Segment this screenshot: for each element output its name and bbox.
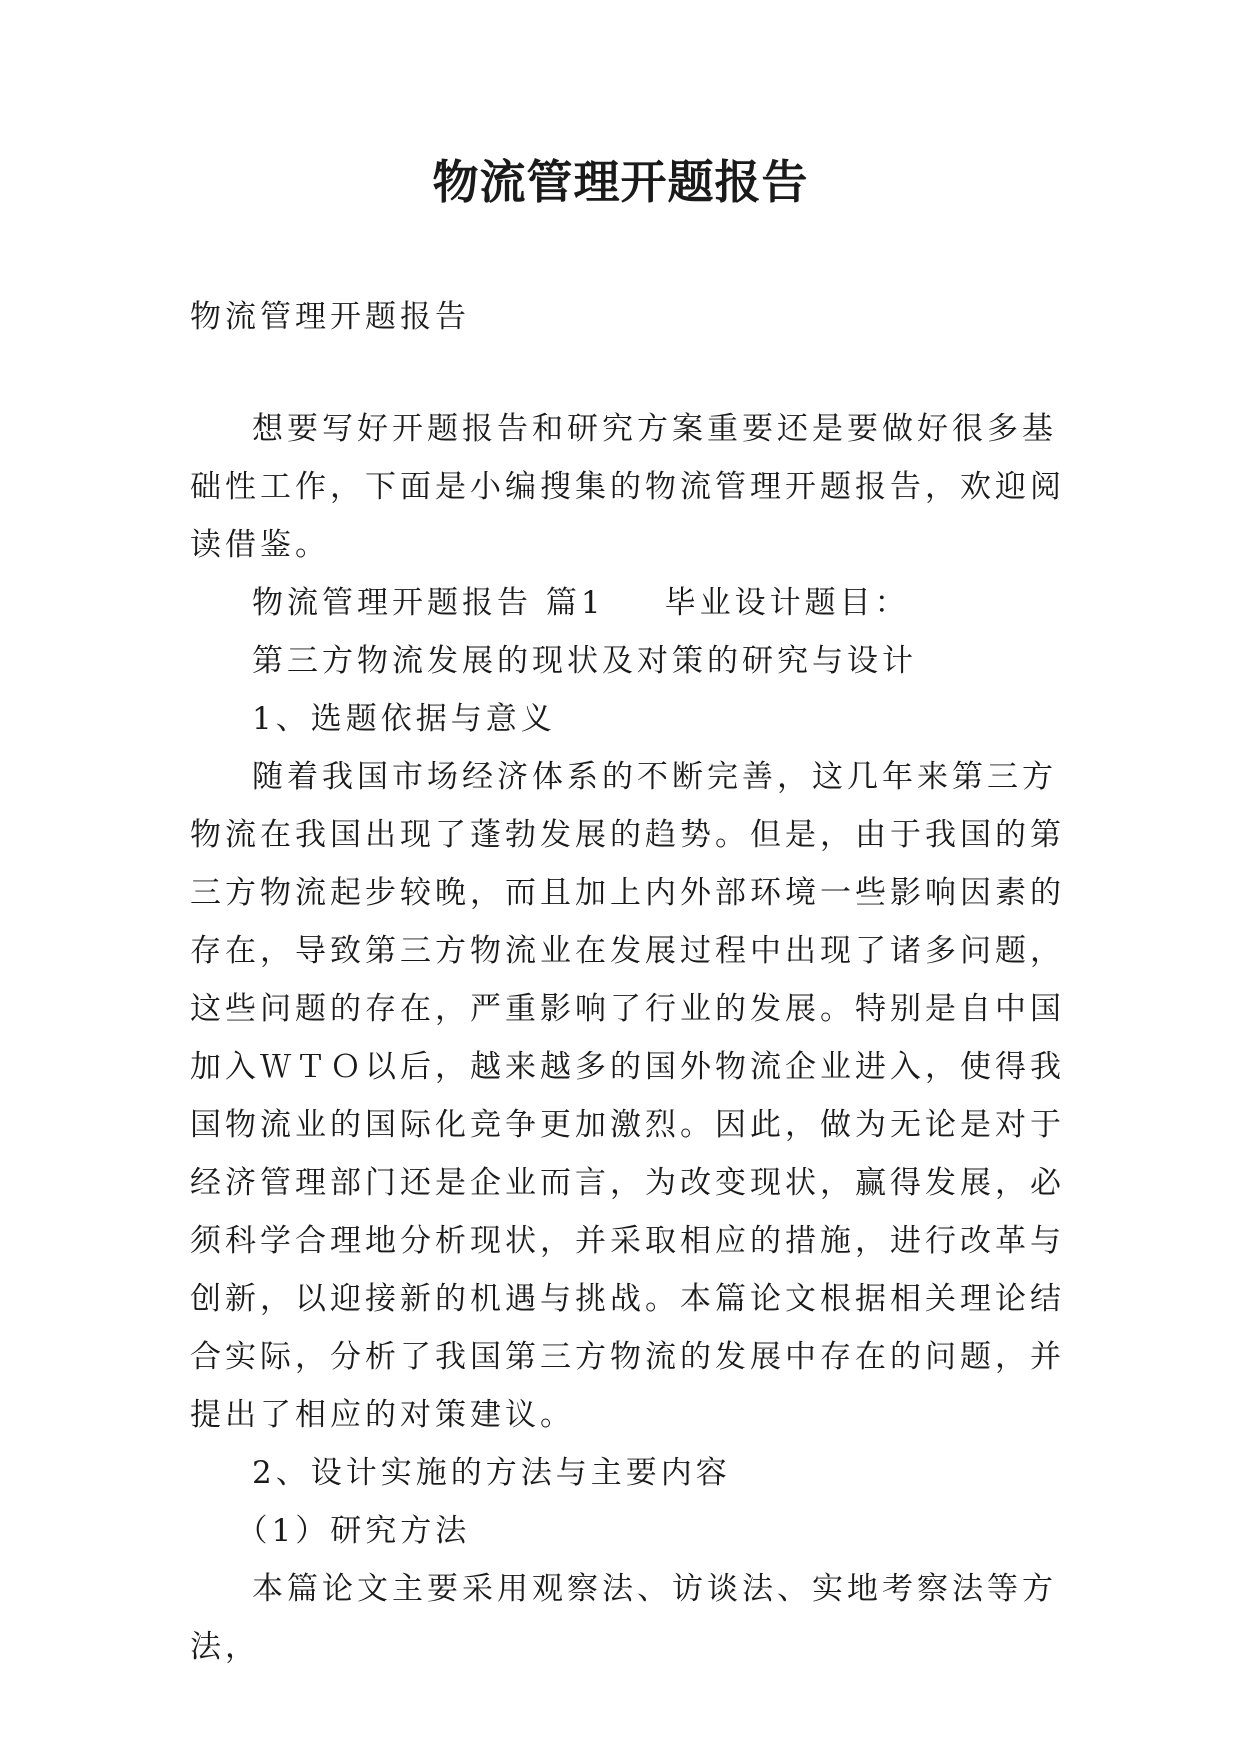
document-subtitle: 物流管理开题报告	[190, 299, 470, 335]
heading-methods-content: 2、设计实施的方法与主要内容	[252, 1455, 731, 1491]
thesis-topic: 第三方物流发展的现状及对策的研究与设计	[252, 643, 917, 679]
section-part-label: 物流管理开题报告 篇1	[252, 585, 605, 621]
heading-research-methods: （1）研究方法	[236, 1513, 471, 1549]
intro-paragraph: 想要写好开题报告和研究方案重要还是要做好很多基础性工作，下面是小编搜集的物流管理开题报告，欢迎阅读借鉴。	[190, 411, 1065, 563]
paragraph-background: 随着我国市场经济体系的不断完善，这几年来第三方物流在我国出现了蓬勃发展的趋势。但是，由于我国的第三方物流起步较晚，而且加上内外部环境一些影响因素的存在，导致第三方物流业在发展过程中出现了诸多问题，这些问题的存在，严重影响了行业的发展。特别是自中国加入ＷＴＯ以后，越来越多的国外物流企业进入，使得我国物流业的国际化竞争更加激烈。因此，做为无论是对于经济管理部门还是企业而言，为改变现状，赢得发展，必须科学合理地分析现状，并采取相应的措施，进行改革与创新，以迎接新的机遇与挑战。本篇论文根据相关理论结合实际，分析了我国第三方物流的发展中存在的问题，并提出了相应的对策建议。	[190, 759, 1065, 1433]
document-title: 物流管理开题报告	[432, 155, 809, 209]
document-body	[190, 400, 1070, 1676]
paragraph-methods: 本篇论文主要采用观察法、访谈法、实地考察法等方法，	[190, 1571, 1057, 1665]
thesis-topic-label: 毕业设计题目：	[664, 585, 910, 621]
heading-topic-basis: 1、选题依据与意义	[252, 701, 556, 737]
section-heading	[190, 574, 1070, 632]
